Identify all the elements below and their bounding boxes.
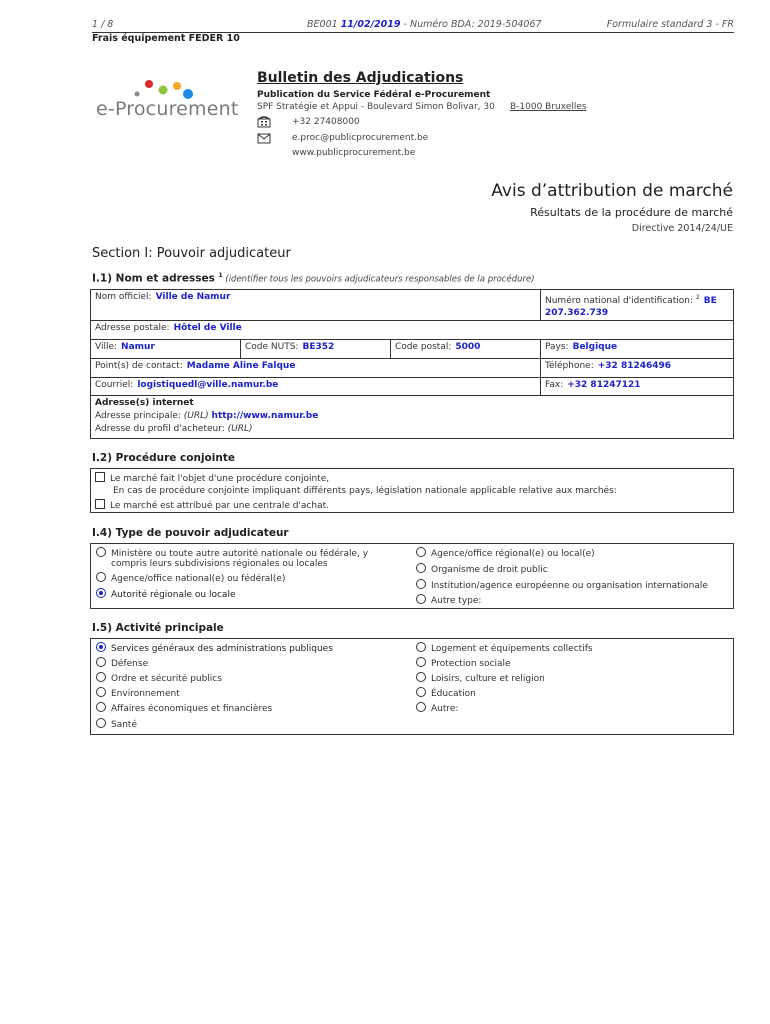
- i1-note: (identifier tous les pouvoirs adjudicateurs responsables de la procédure): [222, 274, 535, 285]
- cell-postal: [391, 340, 541, 359]
- i5-r0-label: Logement et équipements collectifs: [431, 644, 593, 654]
- i4-r3-label: Autre type:: [431, 596, 482, 606]
- radio-autre-type[interactable]: [416, 594, 426, 604]
- i5-option-affaires-economiques[interactable]: [96, 702, 272, 714]
- radio-institution-europeenne[interactable]: [416, 579, 426, 589]
- radio-sante[interactable]: [96, 718, 106, 728]
- tel-label: Téléphone:: [545, 361, 594, 371]
- radio-autre[interactable]: [416, 702, 426, 712]
- radio-protection-sociale[interactable]: [416, 657, 426, 667]
- i4-option-agence-nationale[interactable]: [96, 572, 285, 584]
- i5-l5-label: Santé: [111, 720, 137, 730]
- i5-box: [90, 638, 734, 735]
- nuts-value: BE352: [302, 342, 335, 352]
- i2-opt1-label: Le marché fait l'objet d'une procédure conjointe,: [110, 474, 330, 484]
- ville-value: Namur: [121, 342, 155, 352]
- ref-date: 11/02/2019: [340, 19, 401, 30]
- contact-value: Madame Aline Falque: [186, 361, 296, 371]
- cell-pays: [541, 340, 733, 359]
- i1-sup: 1: [218, 272, 223, 279]
- i4-r1-label: Organisme de droit public: [431, 565, 548, 575]
- publisher-email[interactable]: e.proc@publicprocurement.be: [292, 133, 429, 143]
- i4-option-autre-type[interactable]: [416, 594, 481, 606]
- i5-option-loisirs[interactable]: [416, 672, 545, 684]
- notice-title: Avis d’attribution de marché: [491, 181, 733, 201]
- postal-value: 5000: [455, 342, 481, 352]
- publisher-address: [257, 102, 587, 112]
- radio-affaires-economiques[interactable]: [96, 702, 106, 712]
- cell-nuts: [241, 340, 391, 359]
- adresse-label: Adresse postale:: [95, 323, 170, 333]
- i5-r4-label: Autre:: [431, 704, 459, 714]
- radio-services-generaux[interactable]: [96, 642, 106, 652]
- principale-value[interactable]: http://www.namur.be: [211, 411, 319, 421]
- publisher-city[interactable]: B-1000 Bruxelles: [510, 102, 587, 112]
- cell-nom: [91, 290, 541, 321]
- principale-label: Adresse principale:: [95, 411, 181, 421]
- ville-label: Ville:: [95, 342, 118, 352]
- fax-value: +32 81247121: [567, 380, 641, 390]
- cell-adresse: [91, 321, 733, 340]
- subsection-i5-title: I.5) Activité principale: [92, 622, 224, 634]
- checkbox-conjointe[interactable]: [95, 472, 105, 482]
- courriel-value[interactable]: logistiquedl@ville.namur.be: [137, 380, 279, 390]
- i2-box: [90, 468, 734, 513]
- i2-opt2-label: Le marché est attribué par une centrale d'achat.: [110, 501, 329, 511]
- radio-agence-regionale[interactable]: [416, 547, 426, 557]
- fax-label: Fax:: [545, 380, 564, 390]
- subsection-i1-title: [92, 272, 535, 285]
- profil-row: [95, 423, 729, 436]
- envelope-icon: [257, 132, 271, 144]
- i5-option-defense[interactable]: [96, 657, 148, 669]
- header-subtitle: Frais équipement FEDER 10: [92, 33, 240, 44]
- nat-value2: 207.362.739: [545, 308, 609, 318]
- subsection-i2-title: I.2) Procédure conjointe: [92, 452, 235, 464]
- i4-l0-label2: compris leurs subdivisions régionales ou locales: [111, 559, 328, 569]
- cell-courriel: [91, 378, 541, 396]
- i5-option-environnement[interactable]: [96, 687, 180, 699]
- radio-agence-nationale[interactable]: [96, 572, 106, 582]
- i4-r2-label: Institution/agence européenne ou organisation internationale: [431, 581, 708, 591]
- i4-l1-label: Agence/office national(e) ou fédéral(e): [111, 574, 286, 584]
- page-number: 1 / 8: [92, 19, 114, 30]
- i2-option-conjointe[interactable]: [95, 472, 329, 484]
- i5-r3-label: Éducation: [431, 689, 476, 699]
- postal-label: Code postal:: [395, 342, 452, 352]
- i5-option-logement[interactable]: [416, 642, 593, 654]
- i4-option-agence-regionale[interactable]: [416, 547, 595, 559]
- i4-option-autorite-regionale[interactable]: [96, 588, 235, 600]
- logo-dots: [130, 78, 210, 100]
- notice-subtitle: Résultats de la procédure de marché: [530, 206, 733, 219]
- i2-opt1b: En cas de procédure conjointe impliquant différents pays, législation nationale applicable relative aux marchés:: [113, 486, 617, 496]
- internet-title: Adresse(s) internet: [95, 398, 194, 408]
- ref-suffix: - Numéro BDA: 2019-504067: [400, 19, 542, 30]
- radio-ministere[interactable]: [96, 547, 106, 557]
- i5-option-autre[interactable]: [416, 702, 458, 714]
- i5-option-education[interactable]: [416, 687, 476, 699]
- subsection-i4-title: I.4) Type de pouvoir adjudicateur: [92, 527, 289, 539]
- i5-option-ordre-securite[interactable]: [96, 672, 222, 684]
- i5-l0-label: Services généraux des administrations publiques: [111, 644, 333, 654]
- i4-option-institution-europeenne[interactable]: [416, 579, 708, 591]
- tel-value: +32 81246496: [597, 361, 672, 371]
- i5-option-protection-sociale[interactable]: [416, 657, 511, 669]
- i5-l4-label: Affaires économiques et financières: [111, 704, 273, 714]
- contact-label: Point(s) de contact:: [95, 361, 183, 371]
- radio-education[interactable]: [416, 687, 426, 697]
- cell-telephone: [541, 359, 733, 378]
- publisher-title: Bulletin des Adjudications: [257, 70, 464, 86]
- pays-value: Belgique: [572, 342, 618, 352]
- nom-value: Ville de Namur: [155, 292, 231, 302]
- publisher-line1: Publication du Service Fédéral e-Procurement: [257, 90, 491, 100]
- i5-l2-label: Ordre et sécurité publics: [111, 674, 222, 684]
- nuts-label: Code NUTS:: [245, 342, 299, 352]
- reference: [307, 19, 542, 30]
- radio-droit-public[interactable]: [416, 563, 426, 573]
- i5-r1-label: Protection sociale: [431, 659, 511, 669]
- i5-l1-label: Défense: [111, 659, 149, 669]
- cell-contact: [91, 359, 541, 378]
- nat-sup: 2: [695, 294, 700, 301]
- profil-url: (URL): [227, 424, 253, 434]
- pays-label: Pays:: [545, 342, 569, 352]
- i4-option-droit-public[interactable]: [416, 563, 548, 575]
- profil-label: Adresse du profil d'acheteur:: [95, 424, 225, 434]
- i5-r2-label: Loisirs, culture et religion: [431, 674, 545, 684]
- phone-icon: [257, 116, 271, 128]
- ref-prefix: BE001: [307, 19, 338, 30]
- radio-environnement[interactable]: [96, 687, 106, 697]
- cell-internet: [91, 396, 733, 438]
- radio-ordre-securite[interactable]: [96, 672, 106, 682]
- cell-ville: [91, 340, 241, 359]
- i1-table: [90, 289, 734, 439]
- i4-option-ministere[interactable]: [96, 547, 368, 559]
- notice-directive: Directive 2014/24/UE: [631, 223, 733, 234]
- radio-defense[interactable]: [96, 657, 106, 667]
- form-name: Formulaire standard 3 - FR: [606, 19, 734, 30]
- running-header: [92, 19, 734, 32]
- i4-box: [90, 543, 734, 609]
- i2-option-centrale[interactable]: [95, 499, 329, 511]
- courriel-label: Courriel:: [95, 380, 134, 390]
- logo-text: e-Procurement: [96, 98, 239, 120]
- i1-title: I.1) Nom et adresses: [92, 272, 219, 285]
- radio-logement[interactable]: [416, 642, 426, 652]
- i4-l0-label: Ministère ou toute autre autorité nationale ou fédérale, y: [111, 549, 369, 559]
- radio-loisirs[interactable]: [416, 672, 426, 682]
- section-title: Section I: Pouvoir adjudicateur: [92, 246, 291, 261]
- i5-option-sante[interactable]: [96, 718, 137, 730]
- i5-option-services-generaux[interactable]: [96, 642, 333, 654]
- cell-fax: [541, 378, 733, 396]
- cell-nat-id: [541, 290, 733, 321]
- i5-l3-label: Environnement: [111, 689, 180, 699]
- publisher-web[interactable]: www.publicprocurement.be: [292, 148, 416, 158]
- adresse-value: Hôtel de Ville: [173, 323, 242, 333]
- nom-label: Nom officiel:: [95, 292, 152, 302]
- nat-value1: BE: [703, 296, 717, 306]
- publisher-street: SPF Stratégie et Appui - Boulevard Simon Bolivar, 30: [257, 102, 495, 112]
- i4-l2-label: Autorité régionale ou locale: [111, 590, 236, 600]
- radio-autorite-regionale[interactable]: [96, 588, 106, 598]
- publisher-phone: +32 27408000: [292, 117, 360, 127]
- principale-url: (URL): [183, 411, 209, 421]
- principale-row: [95, 410, 729, 423]
- i4-r0-label: Agence/office régional(e) ou local(e): [431, 549, 595, 559]
- nat-label: Numéro national d'identification:: [545, 296, 696, 306]
- checkbox-centrale[interactable]: [95, 499, 105, 509]
